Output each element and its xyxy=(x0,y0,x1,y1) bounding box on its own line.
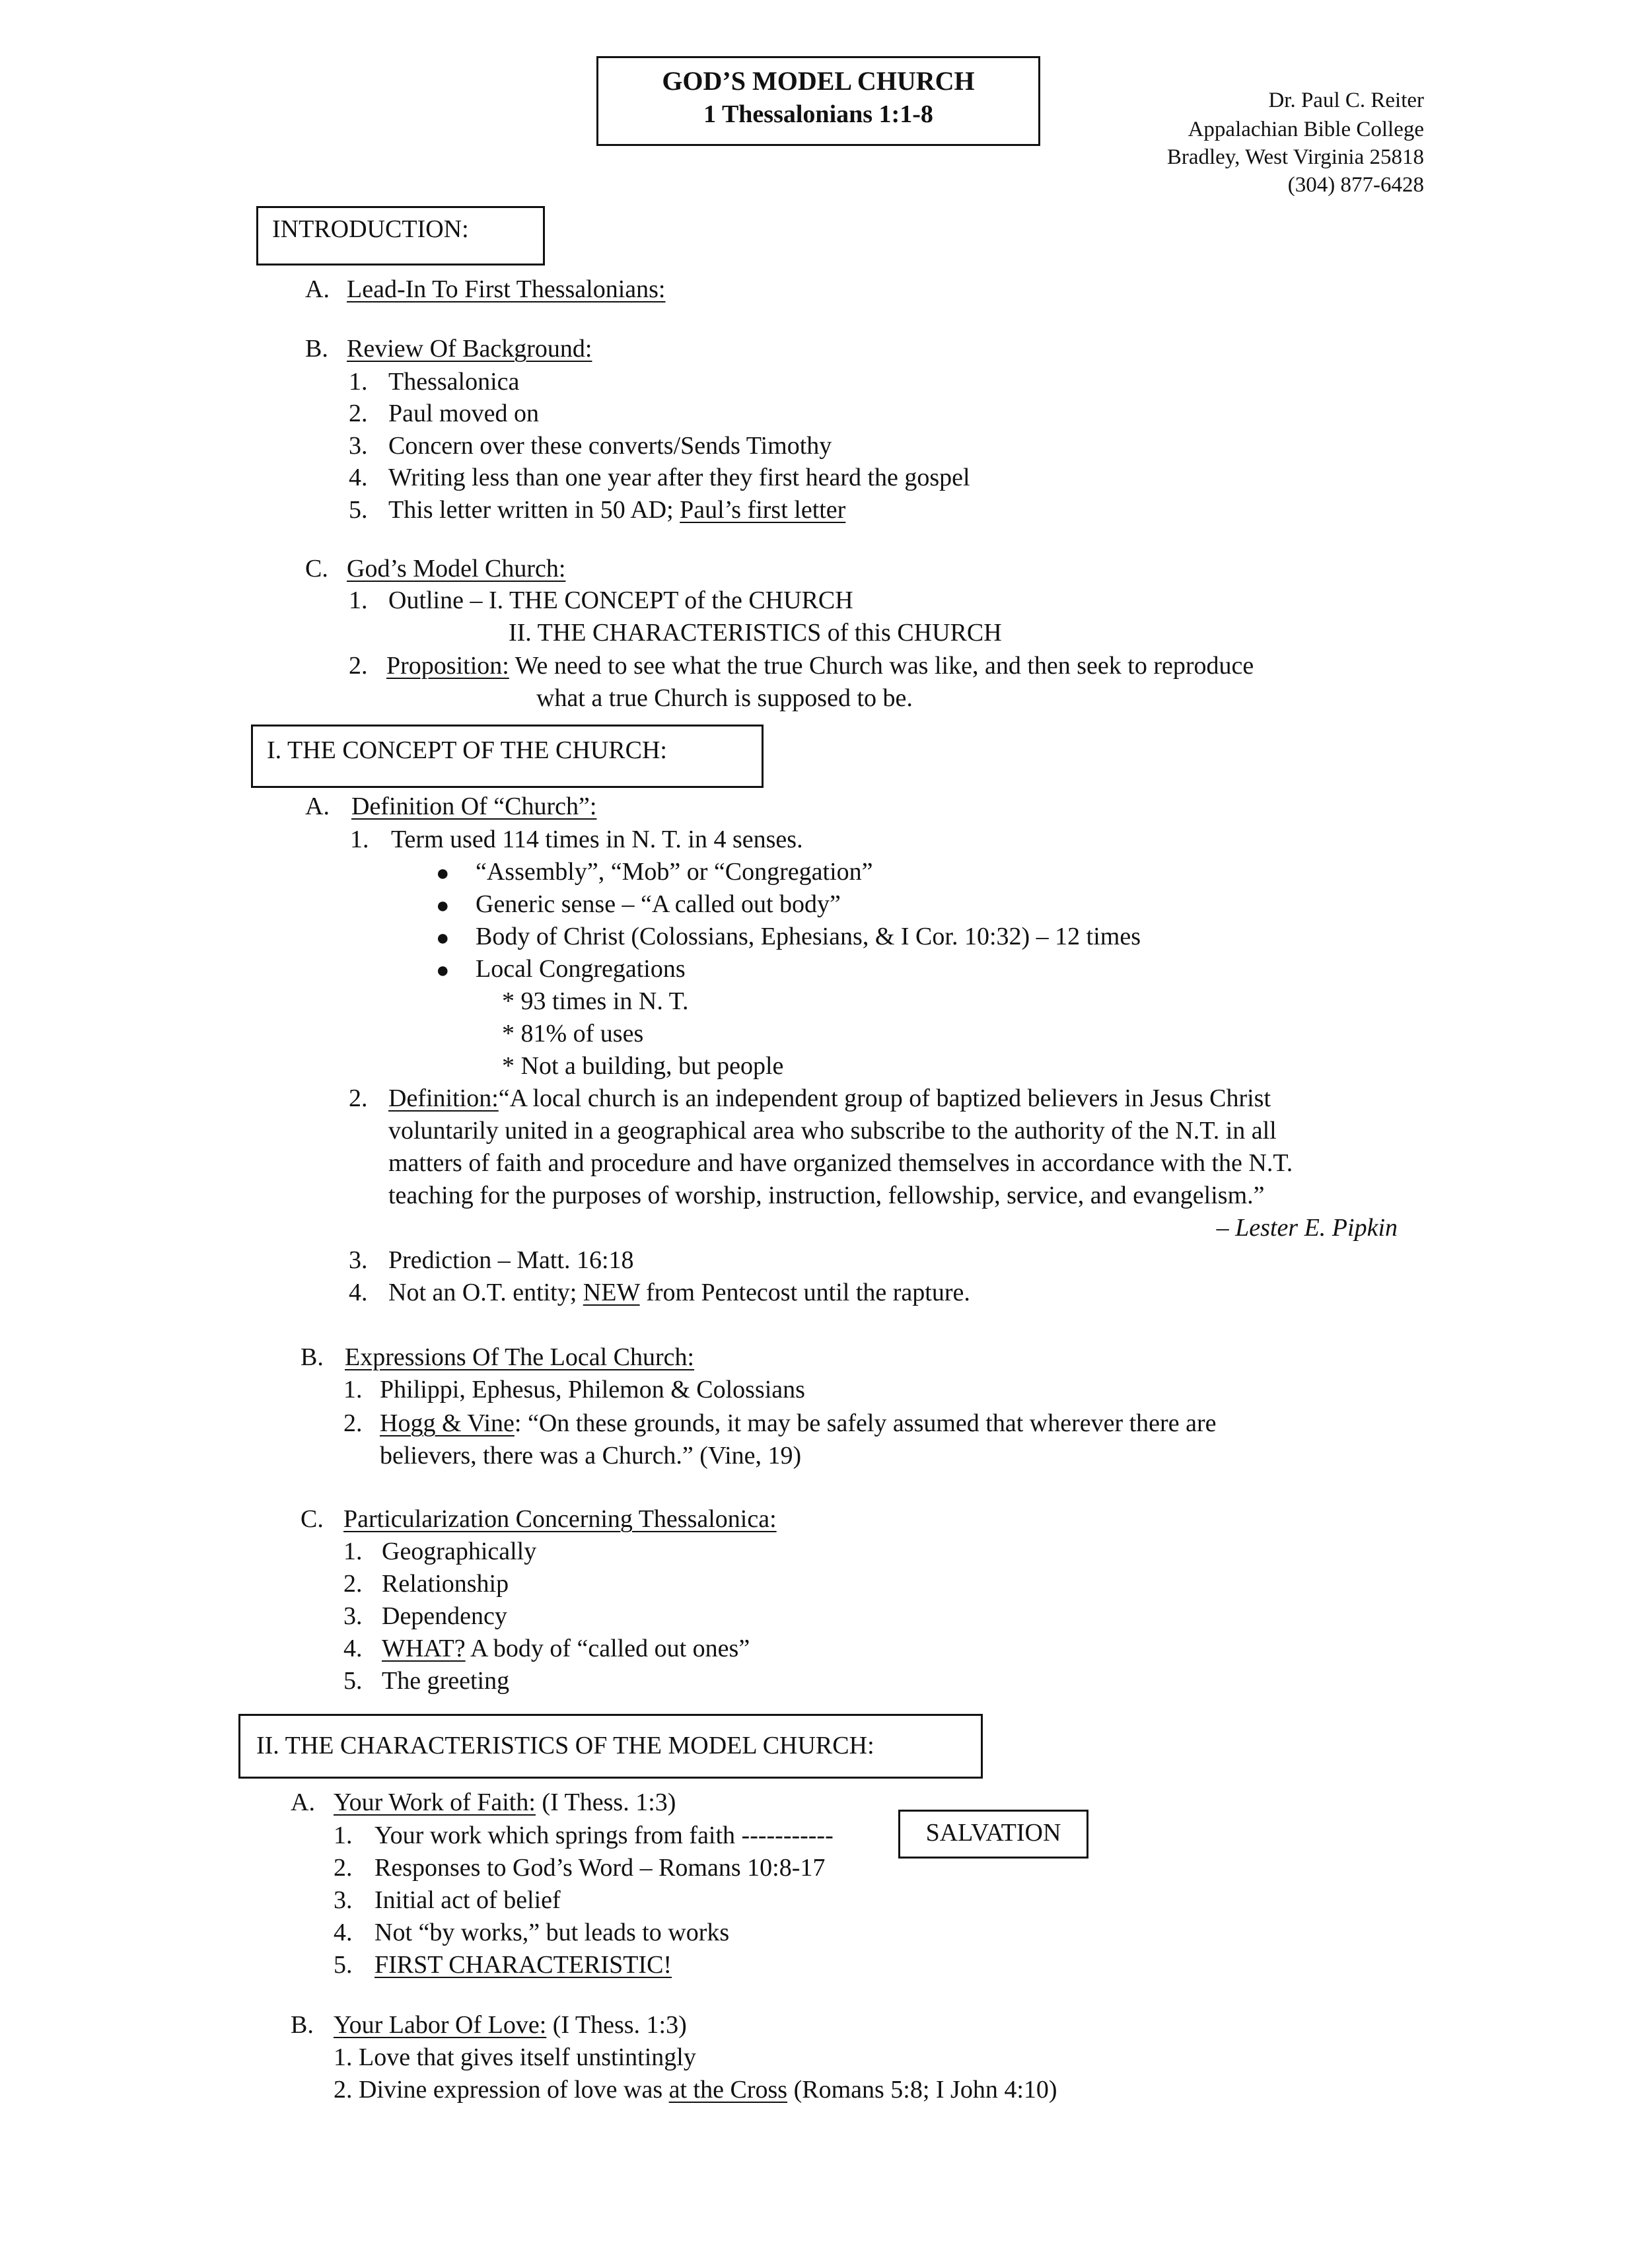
list-item-text: from Pentecost until the rapture. xyxy=(646,1279,970,1306)
bullet-icon: ● xyxy=(436,894,450,918)
bullet-item: Local Congregations xyxy=(476,955,686,983)
s2-a-line xyxy=(334,1787,676,1818)
list-item-number: 1. xyxy=(343,1538,363,1565)
list-item-number: 3. xyxy=(349,1246,368,1274)
list-item: The greeting xyxy=(382,1667,510,1695)
definition-attribution: – Lester E. Pipkin xyxy=(1216,1214,1398,1242)
list-item: Philippi, Ephesus, Philemon & Colossians xyxy=(380,1376,805,1403)
list-item: Responses to God’s Word – Romans 10:8-17 xyxy=(374,1854,826,1882)
star-item: * Not a building, but people xyxy=(502,1052,784,1080)
list-item-number: 2. xyxy=(343,1409,363,1437)
hogg-vine-text: : “On these grounds, it may be safely assumed that wherever there are xyxy=(514,1409,1217,1437)
first-letter-note: Paul’s first letter xyxy=(680,496,846,524)
hogg-vine-line-2: believers, there was a Church.” (Vine, 19) xyxy=(380,1442,802,1470)
list-item-number: 1. xyxy=(349,368,368,396)
definition-text: “A local church is an independent group of baptized believers in Jesus Christ xyxy=(498,1084,1271,1112)
bullet-icon: ● xyxy=(436,958,450,983)
outline-line-2: II. THE CHARACTERISTICS of this CHURCH xyxy=(509,619,1002,647)
list-item: Paul moved on xyxy=(388,400,539,427)
definition-line: matters of faith and procedure and have organized themselves in accordance with the N.T. xyxy=(388,1149,1293,1177)
proposition-label: Proposition: xyxy=(386,652,509,680)
s1-a-letter: A. xyxy=(305,793,330,820)
hogg-vine-line-1 xyxy=(380,1408,1216,1438)
document-scripture: 1 Thessalonians 1:1-8 xyxy=(703,100,933,128)
list-item-number: 3. xyxy=(334,1886,353,1914)
document-title: GOD’S MODEL CHURCH xyxy=(662,66,975,96)
intro-a-text: Lead-In To First Thessalonians: xyxy=(347,275,666,303)
author-school: Appalachian Bible College xyxy=(1188,118,1424,141)
s2-a-ref: (I Thess. 1:3) xyxy=(542,1789,676,1816)
list-item-number: 4. xyxy=(334,1919,353,1946)
what-label: WHAT? xyxy=(382,1635,466,1662)
list-item-number: 1. xyxy=(350,826,369,853)
author-phone: (304) 877-6428 xyxy=(1287,173,1424,197)
list-item: Not “by works,” but leads to works xyxy=(374,1919,730,1946)
s2-a-letter: A. xyxy=(291,1789,315,1816)
definition-label: Definition: xyxy=(388,1084,499,1112)
bullet-icon: ● xyxy=(436,926,450,950)
cross-emphasis: at the Cross xyxy=(668,2076,788,2104)
list-item-text: Not an O.T. entity; xyxy=(388,1279,577,1306)
list-item xyxy=(334,2074,1057,2105)
list-item-number: 2. xyxy=(349,652,368,680)
list-item-text: 2. Divine expression of love was xyxy=(334,2076,663,2104)
list-item: Term used 114 times in N. T. in 4 senses. xyxy=(391,826,803,853)
bullet-icon: ● xyxy=(436,861,450,886)
bullet-item: Generic sense – “A called out body” xyxy=(476,890,841,918)
list-item: Concern over these converts/Sends Timothy xyxy=(388,432,832,460)
proposition-line-1 xyxy=(386,651,1254,681)
intro-b-text: Review Of Background: xyxy=(347,335,592,363)
first-characteristic: FIRST CHARACTERISTIC! xyxy=(374,1951,672,1979)
intro-b-letter: B. xyxy=(305,335,328,363)
list-item: Your work which springs from faith ----------- xyxy=(374,1822,834,1849)
intro-heading: INTRODUCTION: xyxy=(272,215,469,243)
list-item-number: 2. xyxy=(349,1084,368,1112)
s2-b-line xyxy=(334,2010,687,2040)
list-item-number: 2. xyxy=(334,1854,353,1882)
list-item: Writing less than one year after they first heard the gospel xyxy=(388,464,970,491)
list-item-number: 5. xyxy=(334,1951,353,1979)
intro-c-letter: C. xyxy=(305,555,328,583)
s2-b-letter: B. xyxy=(291,2011,314,2039)
list-item xyxy=(382,1633,750,1664)
s1-b-text: Expressions Of The Local Church: xyxy=(345,1343,695,1371)
outline-line-1: Outline – I. THE CONCEPT of the CHURCH xyxy=(388,586,853,614)
s2-a-text: Your Work of Faith: xyxy=(334,1789,536,1816)
list-item: Initial act of belief xyxy=(374,1886,561,1914)
intro-c-text: God’s Model Church: xyxy=(347,555,566,583)
proposition-line-2: what a true Church is supposed to be. xyxy=(536,684,913,712)
list-item-text: A body of “called out ones” xyxy=(465,1635,750,1662)
list-item-number: 3. xyxy=(349,432,368,460)
list-item-number: 1. xyxy=(349,586,368,614)
list-item: Thessalonica xyxy=(388,368,520,396)
list-item-number: 4. xyxy=(349,1279,368,1306)
bullet-item: “Assembly”, “Mob” or “Congregation” xyxy=(476,858,873,886)
s1-b-letter: B. xyxy=(301,1343,324,1371)
s1-a-text: Definition Of “Church”: xyxy=(351,793,597,820)
list-item-number: 2. xyxy=(343,1570,363,1598)
author-city: Bradley, West Virginia 25818 xyxy=(1166,145,1424,169)
list-item: Dependency xyxy=(382,1602,507,1630)
section2-heading: II. THE CHARACTERISTICS OF THE MODEL CHURCH: xyxy=(256,1732,874,1759)
author-name: Dr. Paul C. Reiter xyxy=(1268,89,1424,112)
list-item: 1. Love that gives itself unstintingly xyxy=(334,2043,696,2071)
list-item xyxy=(388,495,845,525)
bullet-item: Body of Christ (Colossians, Ephesians, & I Cor. 10:32) – 12 times xyxy=(476,923,1141,950)
list-item-number: 2. xyxy=(349,400,368,427)
s1-c-text: Particularization Concerning Thessalonica: xyxy=(343,1505,777,1533)
s2-b-text: Your Labor Of Love: xyxy=(334,2011,547,2039)
list-item-number: 3. xyxy=(343,1602,363,1630)
definition-line: voluntarily united in a geographical area who subscribe to the authority of the N.T. in all xyxy=(388,1117,1277,1145)
list-item xyxy=(388,1277,970,1308)
list-item-number: 5. xyxy=(343,1667,363,1695)
star-item: * 93 times in N. T. xyxy=(502,987,689,1015)
s2-b-ref: (I Thess. 1:3) xyxy=(552,2011,687,2039)
list-item-number: 5. xyxy=(349,496,368,524)
list-item-text: This letter written in 50 AD; xyxy=(388,496,674,524)
s1-c-letter: C. xyxy=(301,1505,324,1533)
hogg-vine-label: Hogg & Vine xyxy=(380,1409,515,1437)
list-item: Geographically xyxy=(382,1538,537,1565)
section1-heading: I. THE CONCEPT OF THE CHURCH: xyxy=(267,736,667,764)
list-item-text: (Romans 5:8; I John 4:10) xyxy=(793,2076,1057,2104)
salvation-label: SALVATION xyxy=(925,1819,1061,1847)
list-item-number: 4. xyxy=(349,464,368,491)
definition-line-1 xyxy=(388,1083,1271,1114)
list-item: Relationship xyxy=(382,1570,509,1598)
list-item-number: 1. xyxy=(334,1822,353,1849)
star-item: * 81% of uses xyxy=(502,1020,644,1047)
list-item: Prediction – Matt. 16:18 xyxy=(388,1246,634,1274)
definition-line: teaching for the purposes of worship, instruction, fellowship, service, and evangelism.” xyxy=(388,1182,1265,1209)
intro-a-letter: A. xyxy=(305,275,330,303)
list-item-number: 4. xyxy=(343,1635,363,1662)
list-item-number: 1. xyxy=(343,1376,363,1403)
proposition-text: We need to see what the true Church was like, and then seek to reproduce xyxy=(515,652,1254,680)
new-emphasis: NEW xyxy=(583,1279,640,1306)
